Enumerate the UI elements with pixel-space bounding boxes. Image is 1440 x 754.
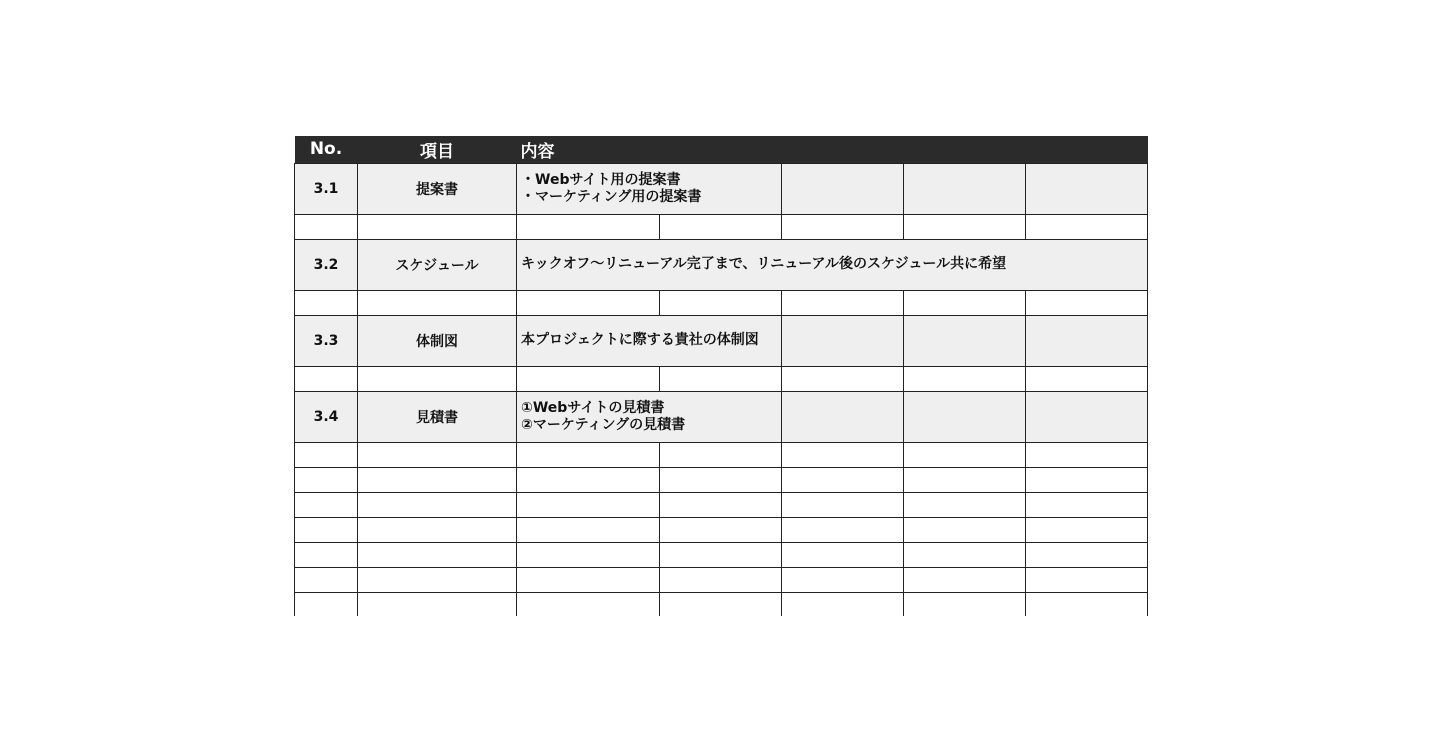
empty-cell[interactable] [517,366,660,391]
empty-cell[interactable] [295,542,358,567]
empty-cell[interactable] [1026,290,1148,315]
empty-cell[interactable] [782,315,904,366]
empty-cell[interactable] [782,214,904,239]
empty-cell[interactable] [782,442,904,467]
empty-cell[interactable] [1026,542,1148,567]
empty-cell[interactable] [1026,163,1148,214]
row-number[interactable]: 3.3 [295,315,358,366]
empty-cell[interactable] [660,214,782,239]
empty-cell[interactable] [904,542,1026,567]
blank-row [295,467,1148,492]
empty-cell[interactable] [904,290,1026,315]
empty-cell[interactable] [904,567,1026,592]
empty-cell[interactable] [782,391,904,442]
row-content[interactable] [517,391,782,442]
table-row [295,163,1148,214]
blank-row [295,290,1148,315]
table-row [295,391,1148,442]
empty-cell[interactable] [904,467,1026,492]
row-number[interactable]: 3.4 [295,391,358,442]
empty-cell[interactable] [1026,567,1148,592]
blank-row [295,442,1148,467]
table-row [295,239,1148,290]
empty-cell[interactable] [782,592,904,616]
content-line: ①Webサイトの見積書 [521,399,665,416]
empty-cell[interactable] [660,442,782,467]
empty-cell[interactable] [517,214,660,239]
header-content: 内容 [517,136,1148,163]
empty-cell[interactable] [358,214,517,239]
empty-cell[interactable] [517,592,660,616]
empty-cell[interactable] [358,567,517,592]
empty-cell[interactable] [660,366,782,391]
blank-row [295,517,1148,542]
empty-cell[interactable] [904,391,1026,442]
empty-cell[interactable] [1026,517,1148,542]
empty-cell[interactable] [1026,366,1148,391]
empty-cell[interactable] [782,567,904,592]
empty-cell[interactable] [295,492,358,517]
empty-cell[interactable] [1026,592,1148,616]
row-content[interactable] [517,315,782,366]
empty-cell[interactable] [358,366,517,391]
content-line: ・マーケティング用の提案書 [521,188,702,205]
blank-row [295,592,1148,616]
empty-cell[interactable] [782,290,904,315]
empty-cell[interactable] [517,567,660,592]
empty-cell[interactable] [517,442,660,467]
empty-cell[interactable] [660,492,782,517]
empty-cell[interactable] [782,517,904,542]
empty-cell[interactable] [904,492,1026,517]
empty-cell[interactable] [904,214,1026,239]
empty-cell[interactable] [295,567,358,592]
blank-row [295,567,1148,592]
empty-cell[interactable] [904,442,1026,467]
empty-cell[interactable] [904,366,1026,391]
content-line: ②マーケティングの見積書 [521,416,686,433]
row-item-label[interactable]: スケジュール [358,239,517,290]
requirements-table [294,136,1148,616]
empty-cell[interactable] [358,467,517,492]
empty-cell[interactable] [904,163,1026,214]
empty-cell[interactable] [1026,442,1148,467]
empty-cell[interactable] [782,366,904,391]
header-row [295,136,1148,163]
empty-cell[interactable] [782,542,904,567]
empty-cell[interactable] [517,290,660,315]
empty-cell[interactable] [517,492,660,517]
empty-cell[interactable] [295,366,358,391]
empty-cell[interactable] [904,517,1026,542]
empty-cell[interactable] [295,467,358,492]
table-row [295,315,1148,366]
header-no: No. [295,136,358,163]
content-line: 本プロジェクトに際する貴社の体制図 [521,332,759,348]
empty-cell[interactable] [660,592,782,616]
empty-cell[interactable] [782,467,904,492]
empty-cell[interactable] [295,214,358,239]
content-line: ・Webサイト用の提案書 [521,171,681,188]
empty-cell[interactable] [517,467,660,492]
empty-cell[interactable] [1026,492,1148,517]
blank-row [295,542,1148,567]
empty-cell[interactable] [358,492,517,517]
empty-cell[interactable] [904,315,1026,366]
row-number[interactable]: 3.1 [295,163,358,214]
empty-cell[interactable] [660,467,782,492]
row-content[interactable] [517,239,1148,290]
empty-cell[interactable] [1026,467,1148,492]
empty-cell[interactable] [1026,391,1148,442]
row-item-label[interactable]: 提案書 [358,163,517,214]
empty-cell[interactable] [660,290,782,315]
empty-cell[interactable] [517,542,660,567]
blank-row [295,492,1148,517]
blank-row [295,366,1148,391]
empty-cell[interactable] [660,567,782,592]
empty-cell[interactable] [295,592,358,616]
empty-cell[interactable] [358,542,517,567]
empty-cell[interactable] [782,163,904,214]
empty-cell[interactable] [782,492,904,517]
empty-cell[interactable] [904,592,1026,616]
empty-cell[interactable] [295,442,358,467]
empty-cell[interactable] [358,290,517,315]
header-item: 項目 [358,136,517,163]
empty-cell[interactable] [358,517,517,542]
empty-cell[interactable] [517,517,660,542]
row-item-label[interactable]: 見積書 [358,391,517,442]
row-content[interactable] [517,163,782,214]
empty-cell[interactable] [660,542,782,567]
empty-cell[interactable] [1026,315,1148,366]
content-line: キックオフ〜リニューアル完了まで、リニューアル後のスケジュール共に希望 [521,256,1007,272]
row-item-label[interactable]: 体制図 [358,315,517,366]
row-number[interactable]: 3.2 [295,239,358,290]
empty-cell[interactable] [358,442,517,467]
empty-cell[interactable] [358,592,517,616]
empty-cell[interactable] [660,517,782,542]
empty-cell[interactable] [295,290,358,315]
blank-row [295,214,1148,239]
empty-cell[interactable] [1026,214,1148,239]
empty-cell[interactable] [295,517,358,542]
